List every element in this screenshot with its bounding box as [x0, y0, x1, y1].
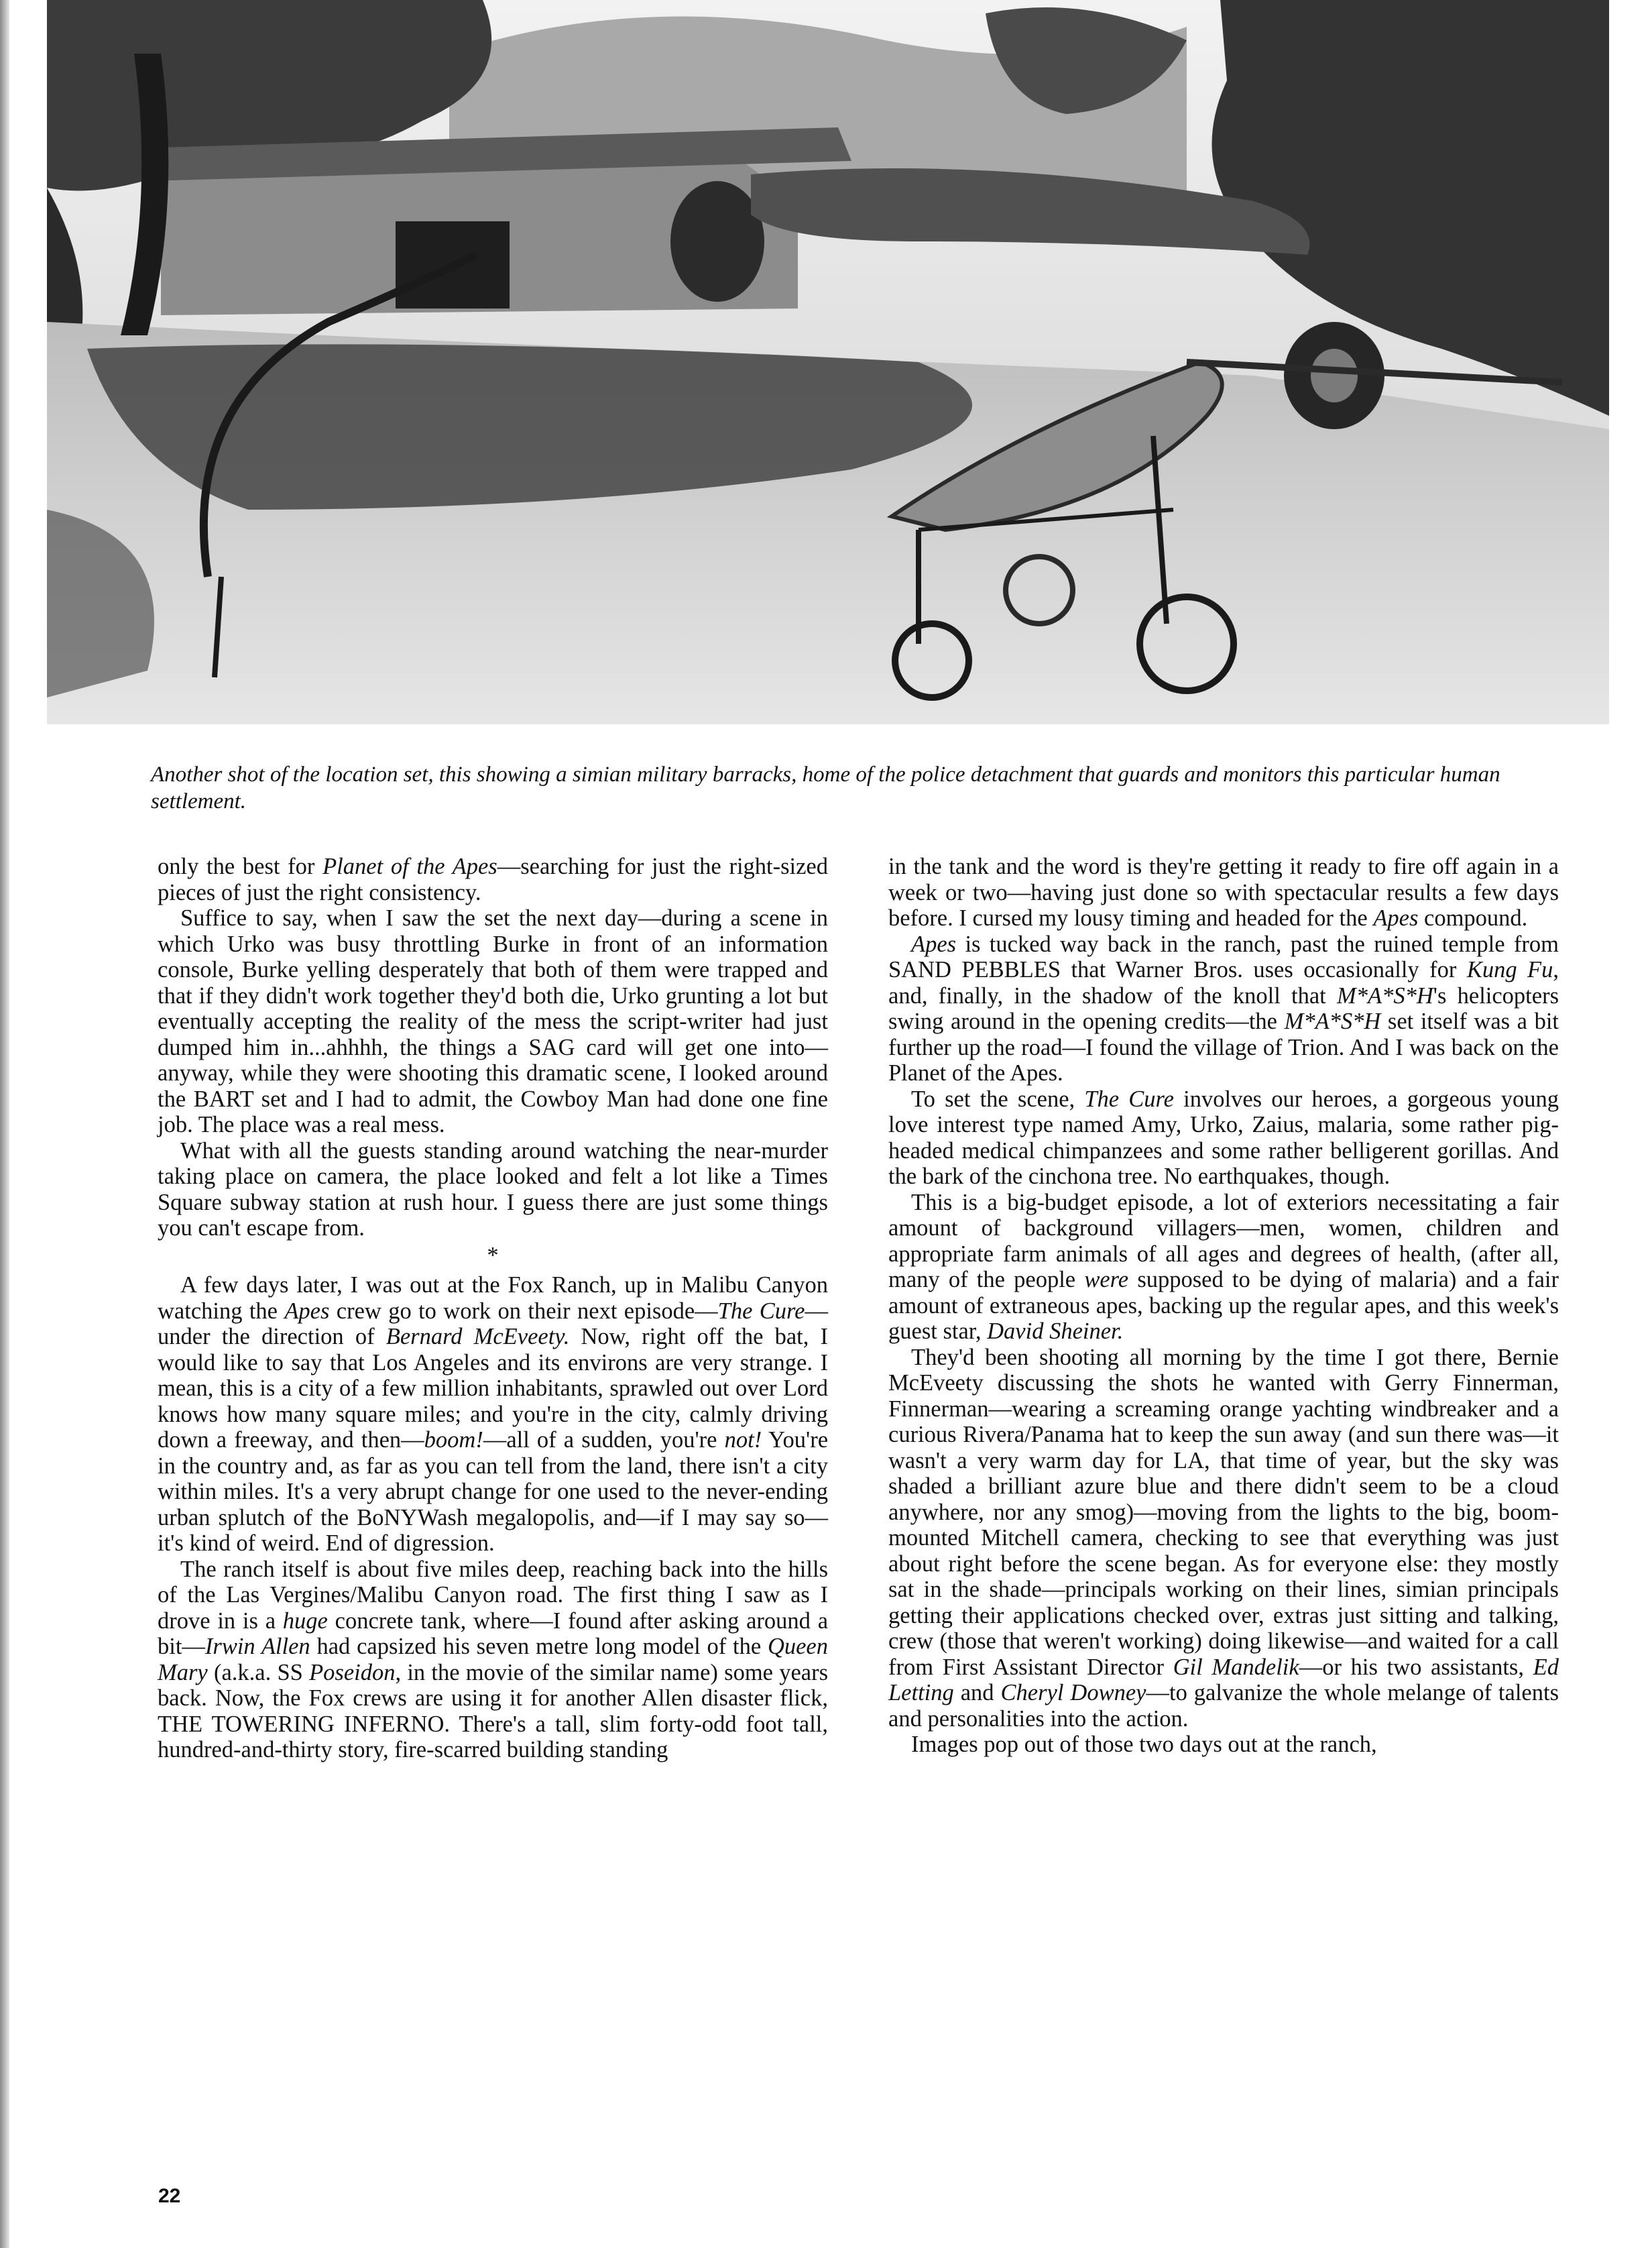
photo-image	[47, 0, 1609, 724]
location-set-photo	[47, 0, 1609, 724]
article-column-left	[158, 854, 828, 1763]
paragraph: only the best for Planet of the Apes—searching for just the right-sized pieces of just the right consistency.	[158, 854, 828, 905]
page-number: 22	[158, 2185, 181, 2207]
paragraph: This is a big-budget episode, a lot of exteriors necessitating a fair amount of background villagers—men, women, children and appropriate farm animals of all ages and degrees of health, (after all, many of the people were supposed to be dying of malaria) and a fair amount of extraneous apes, backing up the regular apes, and this week's guest star, David Sheiner.	[888, 1189, 1559, 1344]
paragraph: They'd been shooting all morning by the time I got there, Bernie McEveety discussing the shots he wanted with Gerry Finnerman, Finnerman—wearing a screaming orange yachting windbreaker and a curious Rivera/Panama hat to keep the sun away (and sun there was—it wasn't a very warm day for LA, that time of year, but the sky was shaded a brilliant azure blue and there didn't seem to be a cloud anywhere, nor any smog)—moving from the lights to the big, boom-mounted Mitchell camera, checking to see that everything was just about right before the scene began. As for everyone else: they mostly sat in the shade—principals working on their lines, simian principals getting their applications checked over, extras just sitting and talking, crew (those that weren't working) doing likewise—and waited for a call from First Assistant Director Gil Mandelik—or his two assistants, Ed Letting and Cheryl Downey—to galvanize the whole melange of talents and personalities into the action.	[888, 1344, 1559, 1732]
scan-edge	[0, 0, 9, 2248]
article-column-right	[888, 854, 1559, 1758]
paragraph: To set the scene, The Cure involves our heroes, a gorgeous young love interest type named Amy, Urko, Zaius, malaria, some rather pig-headed medical chimpanzees and some rather belligerent gorillas. And the bark of the cinchona tree. No earthquakes, though.	[888, 1086, 1559, 1189]
paragraph: in the tank and the word is they're getting it ready to fire off again in a week or two—having just done so with spectacular results a few days before. I cursed my lousy timing and headed for the Apes compound.	[888, 854, 1559, 931]
paragraph: Suffice to say, when I saw the set the next day—during a scene in which Urko was busy throttling Burke in front of an information console, Burke yelling desperately that both of them were trapped and that if they didn't work together they'd both die, Urko grunting a lot but eventually accepting the reality of the mess the script-writer had just dumped him in...ahhhh, the things a SAG card will get one into—anyway, while they were shooting this dramatic scene, I looked around the BART set and I had to admit, the Cowboy Man had done one fine job. The place was a real mess.	[158, 905, 828, 1137]
section-separator: *	[487, 1242, 499, 1268]
paragraph: Images pop out of those two days out at the ranch,	[911, 1732, 1377, 1757]
paragraph: What with all the guests standing around watching the near-murder taking place on camera, the place looked and felt a lot like a Times Square subway station at rush hour. I guess there are just some things you can't escape from.	[158, 1137, 828, 1241]
photo-caption: Another shot of the location set, this showing a simian military barracks, home of the police detachment that guards and monitors this particular human settlement.	[151, 763, 1500, 813]
paragraph: A few days later, I was out at the Fox Ranch, up in Malibu Canyon watching the Apes crew go to work on their next episode—The Cure—under the direction of Bernard McEveety. Now, right off the bat, I would like to say that Los Angeles and its environs are very strange. I mean, this is a city of a few million inhabitants, sprawled out over Lord knows how many square miles; and you're in the city, calmly driving down a freeway, and then—boom!—all of a sudden, you're not! You're in the country and, as far as you can tell from the land, there isn't a city within miles. It's a very abrupt change for one used to the never-ending urban splutch of the BoNYWash megalopolis, and—if I may say so—it's kind of weird. End of digression.	[158, 1272, 829, 1556]
paragraph: The ranch itself is about five miles deep, reaching back into the hills of the Las Vergines/Malibu Canyon road. The first thing I saw as I drove in is a huge concrete tank, where—I found after asking around a bit—Irwin Allen had capsized his seven metre long model of the Queen Mary (a.k.a. SS Poseidon, in the movie of the similar name) some years back. Now, the Fox crews are using it for another Allen disaster flick, THE TOWERING INFERNO. There's a tall, slim forty-odd foot tall, hundred-and-thirty story, fire-scarred building standing	[158, 1556, 829, 1762]
paragraph: Apes is tucked way back in the ranch, past the ruined temple from SAND PEBBLES that Warner Bros. uses occasionally for Kung Fu, and, finally, in the shadow of the knoll that M*A*S*H's helicopters swing around in the opening credits—the M*A*S*H set itself was a bit further up the road—I found the village of Trion. And I was back on the Planet of the Apes.	[888, 931, 1559, 1086]
